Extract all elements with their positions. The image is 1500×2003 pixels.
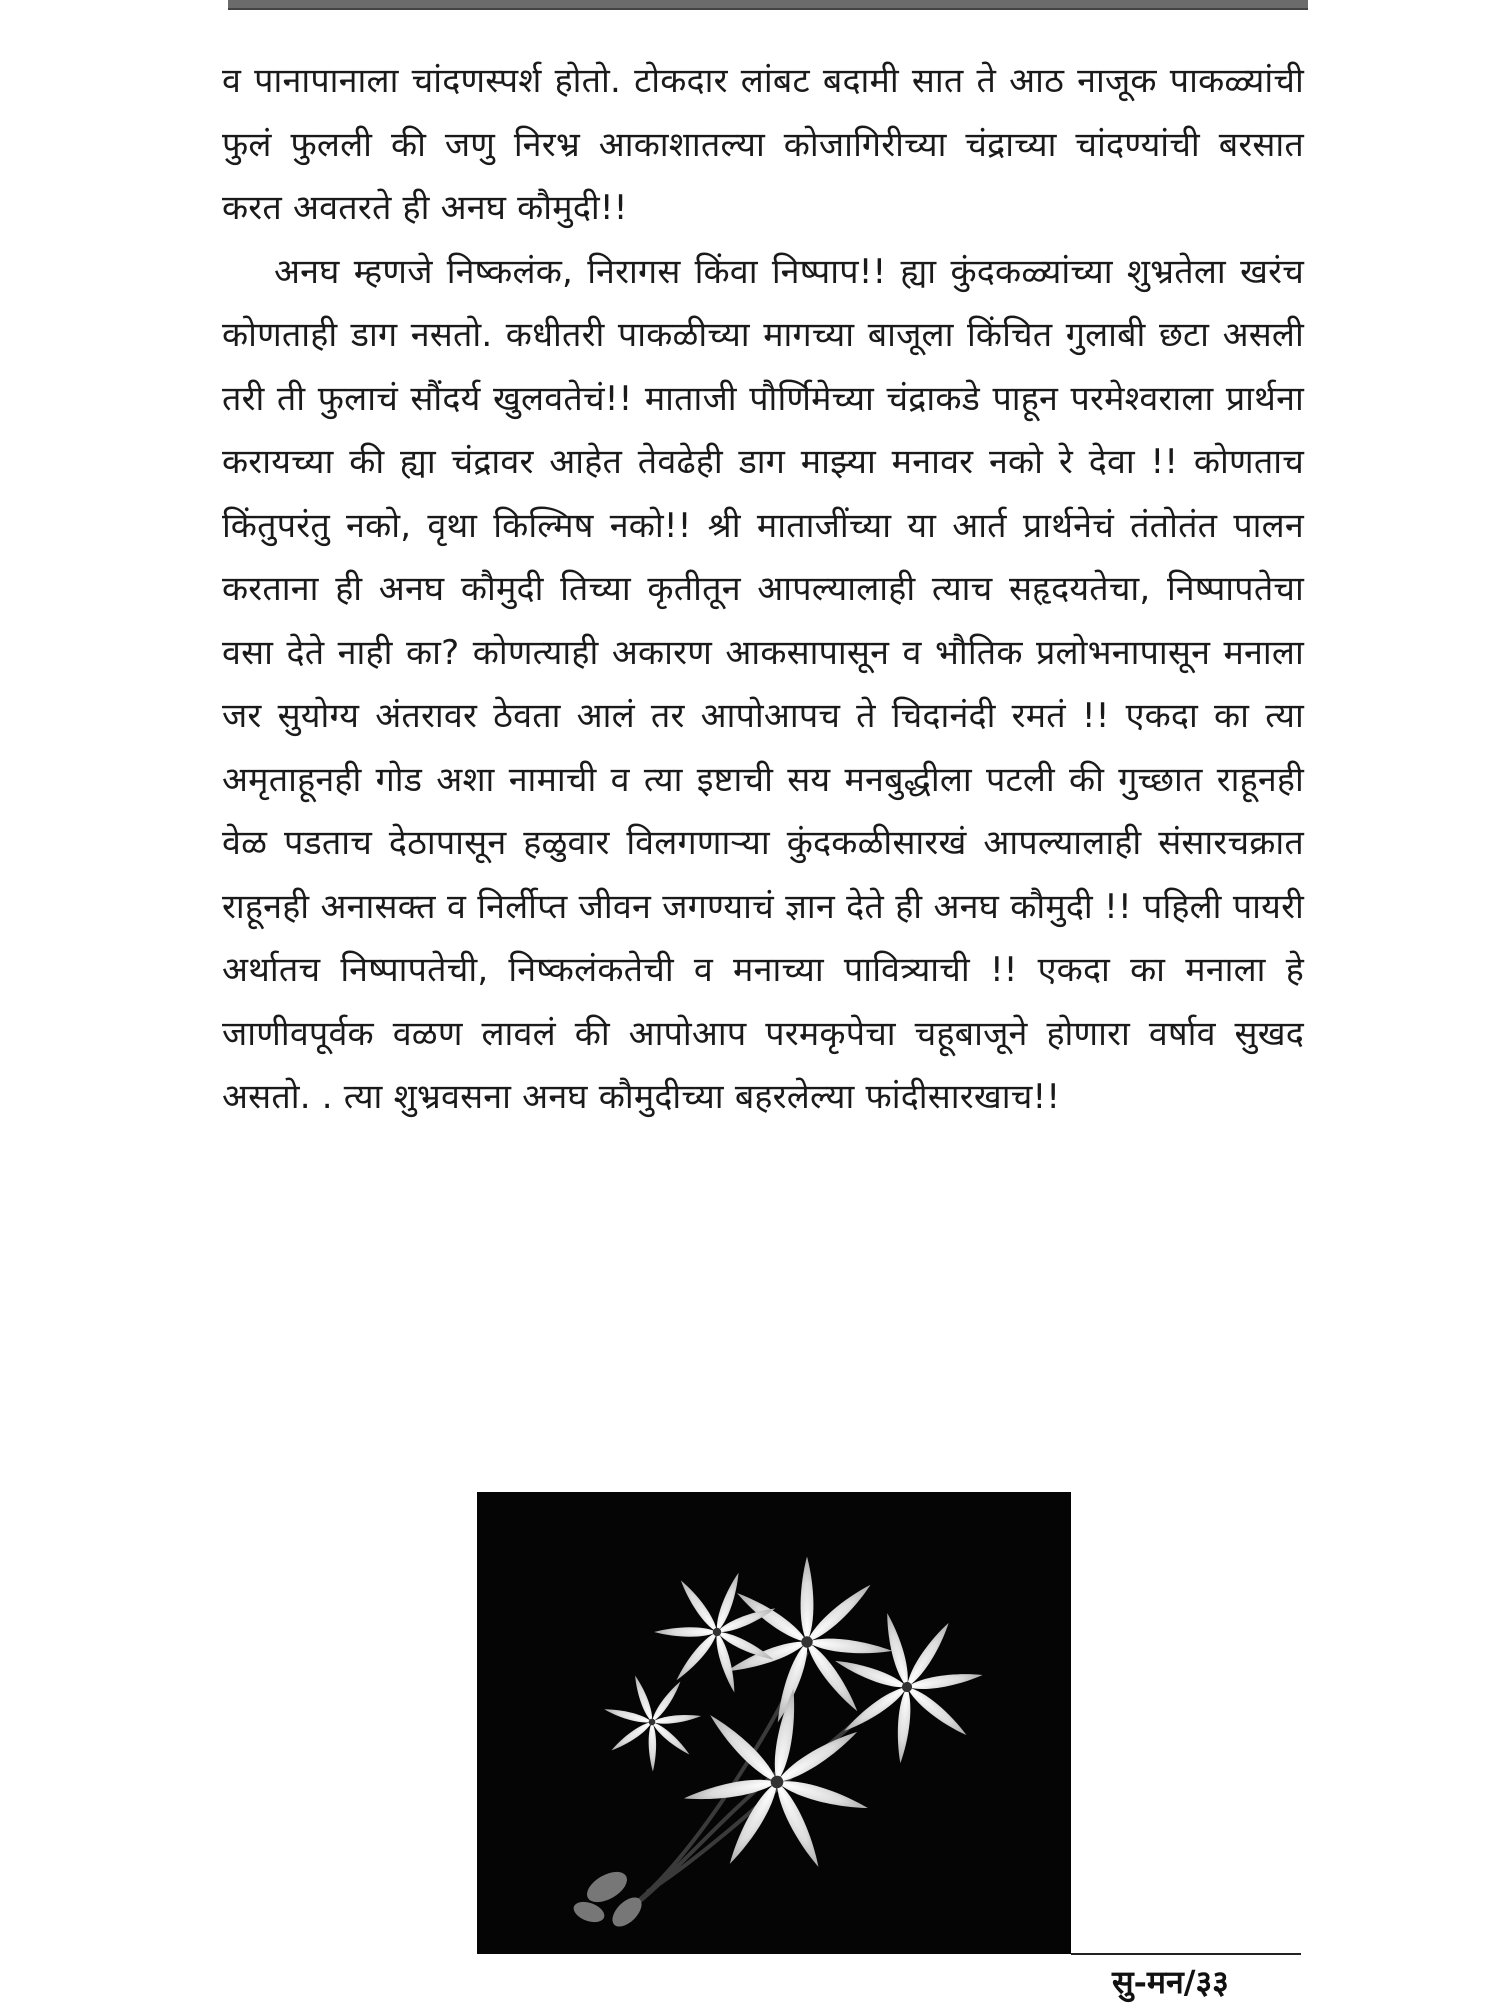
paragraph-1: व पानापानाला चांदणस्पर्श होतो. टोकदार लांबट बदामी सात ते आठ नाजूक पाकळ्यांची फुलं फुलली की जणु निरभ्र आकाशातल्या कोजागिरीच्या चंद्राच्या चांदण्यांची बरसात करत अवतरते ही अनघ कौमुदी!!: [222, 61, 1304, 228]
top-rule: [228, 0, 1308, 10]
page-number: सु-मन/३३: [1112, 1963, 1229, 2001]
flower-photo: [477, 1492, 1071, 1954]
paragraph-2: अनघ म्हणजे निष्कलंक, निरागस किंवा निष्पाप!! ह्या कुंदकळ्यांच्या शुभ्रतेला खरंच कोणताही डाग नसतो. कधीतरी पाकळीच्या मागच्या बाजूला किंचित गुलाबी छटा असली तरी ती फुलाचं सौंदर्य खुलवतेचं!! माताजी पौर्णिमेच्या चंद्राकडे पाहून परमेश्वराला प्रार्थना करायच्या की ह्या चंद्रावर आहेत तेवढेही डाग माझ्या मनावर नको रे देवा !! कोणताच किंतुपरंतु नको, वृथा किल्मिष नको!! श्री माताजींच्या या आर्त प्रार्थनेचं तंतोतंत पालन करताना ही अनघ कौमुदी तिच्या कृतीतून आपल्यालाही त्याच सहृदयतेचा, निष्पापतेचा वसा देते नाही का? कोणत्याही अकारण आकसापासून व भौतिक प्रलोभनापासून मनाला जर सुयोग्य अंतरावर ठेवता आलं तर आपोआपच ते चिदानंदी रमतं !! एकदा का त्या अमृताहूनही गोड अशा नामाची व त्या इष्टाची सय मनबुद्धीला पटली की गुच्छात राहूनही वेळ पडताच देठापासून हळुवार विलगणाऱ्या कुंदकळीसारखं आपल्यालाही संसारचक्रात राहूनही अनासक्त व निर्लीप्त जीवन जगण्याचं ज्ञान देते ही अनघ कौमुदी !! पहिली पायरी अर्थातच निष्पापतेची, निष्कलंकतेची व मनाच्या पावित्र्याची !! एकदा का मनाला हे जाणीवपूर्वक वळण लावलं की आपोआप परमकृपेचा चहूबाजूने होणारा वर्षाव सुखद असतो. . त्या शुभ्रवसना अनघ कौमुदीच्या बहरलेल्या फांदीसारखाच!!: [222, 251, 1304, 1117]
footer-rule: [1071, 1953, 1301, 1955]
article-body: [222, 50, 1304, 1130]
